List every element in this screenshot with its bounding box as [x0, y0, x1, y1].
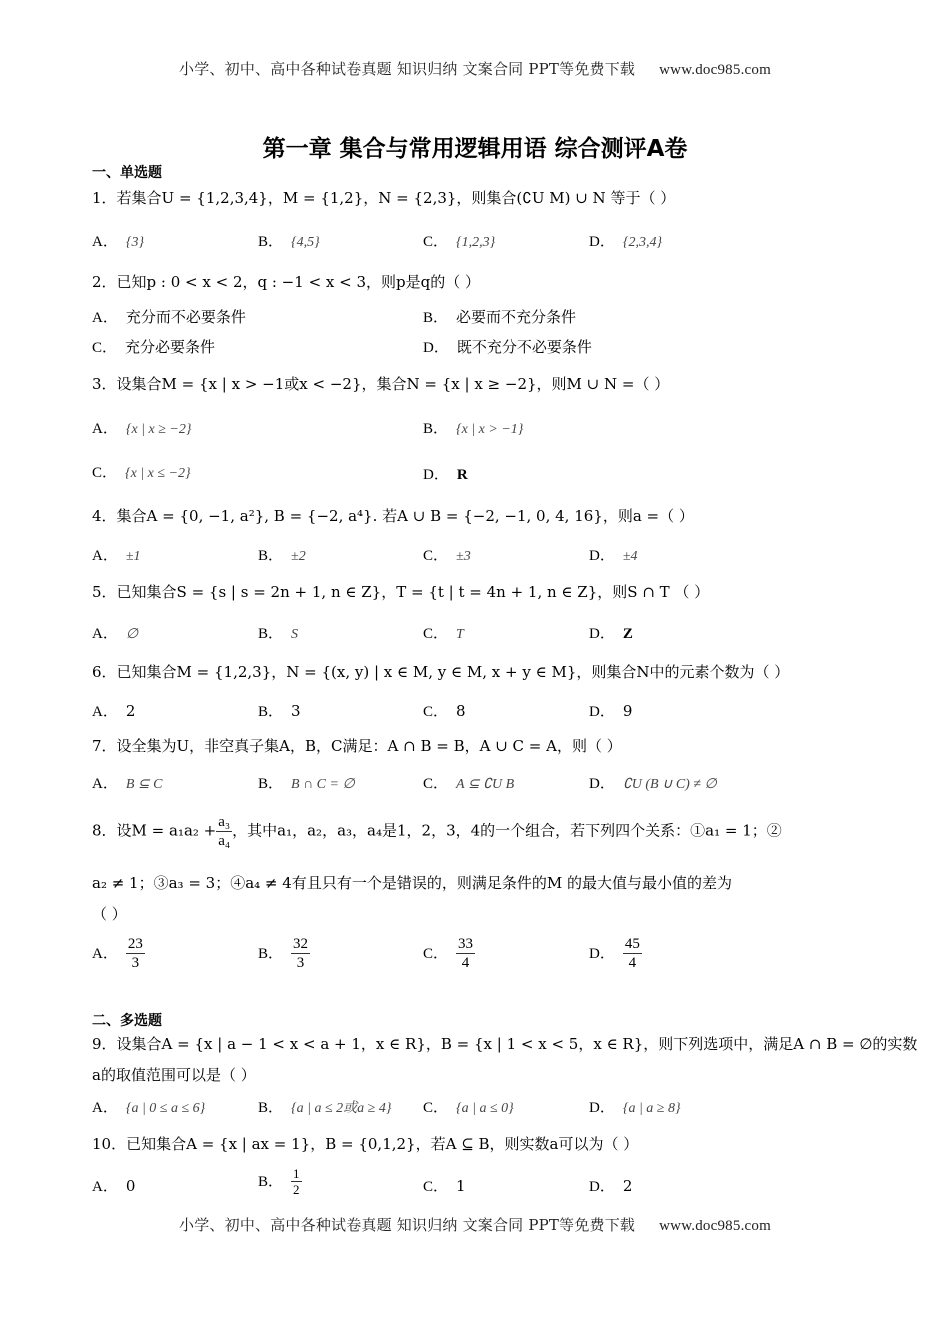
option-label: C． [423, 945, 449, 962]
option-text: A ⊆ ∁U B [456, 777, 515, 792]
option-label: A． [92, 776, 118, 792]
q9-option-d[interactable] [589, 1096, 681, 1117]
q4-option-c[interactable] [423, 544, 471, 565]
option-label: D． [423, 467, 449, 483]
option-text: ±3 [456, 549, 471, 564]
option-text: T [456, 627, 464, 642]
option-label: C． [423, 626, 449, 642]
option-label: B． [258, 548, 284, 564]
option-label: B． [423, 421, 449, 437]
option-label: D． [589, 1179, 615, 1195]
q8-stem-fraction [216, 813, 232, 850]
fraction-denominator: 2 [293, 1182, 300, 1197]
option-fraction [291, 935, 310, 972]
option-text: B ⊆ C [125, 777, 163, 792]
option-text: {x | x ≤ −2} [125, 466, 191, 481]
option-label: A． [92, 945, 118, 962]
fraction-denominator: 3 [131, 955, 140, 971]
q1-option-d[interactable] [589, 230, 662, 251]
option-fraction [456, 935, 475, 972]
option-fraction [623, 935, 642, 972]
q10-option-c[interactable] [423, 1175, 466, 1196]
question-3-stem: 3．设集合M = {x | x > −1或x < −2}，集合N = {x | x ≥ −2}，则M ∪ N =（ ） [92, 375, 670, 393]
option-fraction [291, 1166, 302, 1197]
fraction-denominator: 4 [461, 955, 470, 971]
option-text: {2,3,4} [622, 235, 663, 250]
header-url[interactable]: www.doc985.com [659, 62, 771, 78]
option-label: B． [258, 234, 284, 250]
q3-option-d[interactable] [423, 463, 468, 484]
section-single-choice: 一、单选题 [92, 165, 162, 181]
fraction-denominator: 3 [296, 955, 305, 971]
fraction-numerator: 23 [127, 936, 143, 952]
q8-option-c[interactable] [423, 935, 475, 972]
option-text: ±1 [125, 549, 141, 564]
q5-option-b[interactable] [258, 622, 298, 643]
q9-option-a[interactable] [92, 1096, 205, 1117]
option-text: R [456, 467, 468, 483]
option-label: A． [92, 1179, 118, 1195]
option-text: {a | a ≤ 2或a ≥ 4} [291, 1101, 392, 1116]
q1-option-c[interactable] [423, 230, 495, 251]
option-label: B． [258, 1173, 284, 1190]
question-9-stem-line1: 9．设集合A = {x | a − 1 < x < a + 1，x ∈ R}，B = {x | 1 < x < 5，x ∈ R}，则下列选项中，满足A ∩ B = ∅的实数 [92, 1035, 918, 1053]
option-label: D． [589, 234, 615, 250]
option-label: B． [258, 945, 284, 962]
q1-option-b[interactable] [258, 230, 320, 251]
option-label: B． [423, 310, 449, 326]
q2-option-d[interactable] [423, 336, 592, 357]
option-label: A． [92, 234, 118, 250]
fraction-numerator: 1 [293, 1166, 300, 1181]
option-label: A． [92, 548, 118, 564]
page-footer [0, 1214, 950, 1235]
q8-stem-part-a: 8．设M = a₁a₂ + [92, 821, 217, 840]
option-text: 既不充分不必要条件 [456, 338, 592, 356]
option-text: ∅ [125, 627, 139, 642]
option-text: ∁U (B ∪ C) ≠ ∅ [622, 777, 717, 792]
option-label: B． [258, 1100, 284, 1116]
q4-option-b[interactable] [258, 544, 306, 565]
q6-option-c[interactable] [423, 700, 466, 721]
q2-option-a[interactable] [92, 306, 246, 327]
fraction-numerator: 45 [624, 936, 640, 952]
q8-option-d[interactable] [589, 935, 642, 972]
option-label: B． [258, 776, 284, 792]
question-8-stem-line2: a₂ ≠ 1；③a₃ = 3；④a₄ ≠ 4有且只有一个是错误的，则满足条件的M 的最大值与最小值的差为 [92, 874, 732, 892]
q5-option-d[interactable] [589, 622, 633, 643]
q4-option-a[interactable] [92, 544, 141, 565]
option-text: {a | 0 ≤ a ≤ 6} [125, 1101, 206, 1116]
q5-option-a[interactable] [92, 622, 138, 643]
option-text: 3 [291, 702, 301, 720]
option-label: A． [92, 310, 118, 326]
option-label: B． [258, 704, 284, 720]
q7-option-b[interactable] [258, 772, 355, 793]
question-2-stem: 2．已知p : 0 < x < 2，q : −1 < x < 3，则p是q的（ ） [92, 273, 480, 291]
option-label: D． [589, 626, 615, 642]
option-text: Z [622, 626, 633, 642]
question-8-stem-line3: （ ） [92, 905, 127, 923]
footer-url[interactable]: www.doc985.com [659, 1218, 771, 1234]
q6-option-d[interactable] [589, 700, 632, 721]
option-text: 1 [456, 1177, 466, 1195]
option-text: S [291, 627, 299, 642]
question-6-stem: 6．已知集合M = {1,2,3}，N = {(x, y) | x ∈ M, y ∈ M, x + y ∈ M}，则集合N中的元素个数为（ ） [92, 663, 790, 681]
option-label: D． [589, 704, 615, 720]
q1-option-a[interactable] [92, 230, 144, 251]
option-label: D． [589, 776, 615, 792]
option-label: D． [423, 340, 449, 356]
question-5-stem: 5．已知集合S = {s | s = 2n + 1, n ∈ Z}，T = {t | t = 4n + 1, n ∈ Z}，则S ∩ T （ ） [92, 583, 710, 601]
option-text: ±2 [291, 549, 306, 564]
q2-option-b[interactable] [423, 306, 576, 327]
q9-option-c[interactable] [423, 1096, 514, 1117]
q3-option-b[interactable] [423, 417, 523, 438]
q8-option-b[interactable] [258, 935, 310, 972]
q7-option-d[interactable] [589, 772, 717, 793]
q8-stem-part-b: ，其中a₁，a₂，a₃，a₄是1，2，3，4的一个组合，若下列四个关系：①a₁ = 1；② [232, 821, 782, 840]
option-text: {x | x ≥ −2} [125, 422, 192, 437]
option-label: D． [589, 548, 615, 564]
option-label: A． [92, 704, 118, 720]
q2-option-c[interactable] [92, 336, 215, 357]
q6-option-b[interactable] [258, 700, 301, 721]
option-text: 0 [125, 1177, 136, 1195]
question-9-stem-line2: a的取值范围可以是（ ） [92, 1066, 256, 1084]
question-4-stem: 4．集合A = {0, −1, a²}, B = {−2, a⁴}. 若A ∪ B = {−2, −1, 0, 4, 16}，则a =（ ） [92, 507, 694, 525]
header-text: 小学、初中、高中各种试卷真题 知识归纳 文案合同 PPT等免费下载 [179, 60, 636, 78]
question-1-stem: 1．若集合U = {1,2,3,4}，M = {1,2}，N = {2,3}，则集合(∁U M) ∪ N 等于（ ） [92, 189, 676, 207]
option-label: C． [92, 340, 118, 356]
fraction-numerator: 33 [458, 936, 474, 952]
fraction-denominator: a₄ [218, 833, 231, 849]
page-header [0, 58, 950, 79]
q8-option-a[interactable] [92, 935, 145, 972]
section-multi-choice: 二、多选题 [92, 1013, 162, 1029]
option-fraction [126, 935, 145, 972]
q10-option-b[interactable] [258, 1166, 302, 1197]
option-label: C． [423, 1100, 449, 1116]
option-label: C． [423, 704, 449, 720]
q3-option-c[interactable] [92, 461, 191, 482]
option-text: 8 [456, 702, 466, 720]
fraction-denominator: 4 [628, 955, 637, 971]
option-text: 必要而不充分条件 [456, 308, 577, 326]
footer-text: 小学、初中、高中各种试卷真题 知识归纳 文案合同 PPT等免费下载 [179, 1216, 636, 1234]
option-label: A． [92, 1100, 118, 1116]
option-label: D． [589, 1100, 615, 1116]
page-title: 第一章 集合与常用逻辑用语 综合测评A卷 [262, 136, 688, 162]
q10-option-a[interactable] [92, 1175, 135, 1196]
option-label: C． [92, 465, 118, 481]
option-label: C． [423, 234, 449, 250]
fraction-numerator: 32 [293, 936, 309, 952]
question-8-stem-line1 [92, 813, 782, 850]
option-label: C． [423, 1179, 449, 1195]
option-label: D． [589, 945, 615, 962]
option-text: {4,5} [291, 235, 320, 250]
option-text: 2 [622, 1177, 633, 1195]
fraction-numerator: a₃ [218, 814, 231, 830]
option-text: 充分必要条件 [125, 338, 216, 356]
question-10-stem: 10．已知集合A = {x | ax = 1}，B = {0,1,2}，若A ⊆ B，则实数a可以为（ ） [92, 1135, 639, 1153]
q10-option-d[interactable] [589, 1175, 632, 1196]
q6-option-a[interactable] [92, 700, 135, 721]
option-label: A． [92, 421, 118, 437]
option-text: {x | x > −1} [456, 422, 524, 437]
option-text: ±4 [622, 549, 638, 564]
q4-option-d[interactable] [589, 544, 638, 565]
question-7-stem: 7．设全集为U，非空真子集A，B，C满足：A ∩ B = B，A ∪ C = A，则（ ） [92, 737, 622, 755]
q7-option-a[interactable] [92, 772, 162, 793]
option-text: 充分而不必要条件 [125, 308, 246, 326]
option-text: {3} [125, 235, 145, 250]
option-text: {a | a ≥ 8} [622, 1101, 681, 1116]
q3-option-a[interactable] [92, 417, 191, 438]
option-text: {1,2,3} [456, 235, 496, 250]
q5-option-c[interactable] [423, 622, 464, 643]
option-label: C． [423, 776, 449, 792]
q7-option-c[interactable] [423, 772, 514, 793]
option-label: A． [92, 626, 118, 642]
option-label: C． [423, 548, 449, 564]
option-text: B ∩ C = ∅ [291, 777, 355, 792]
option-text: 2 [125, 702, 136, 720]
option-label: B． [258, 626, 284, 642]
option-text: {a | a ≤ 0} [456, 1101, 514, 1116]
q9-option-b[interactable] [258, 1096, 391, 1117]
option-text: 9 [622, 702, 633, 720]
